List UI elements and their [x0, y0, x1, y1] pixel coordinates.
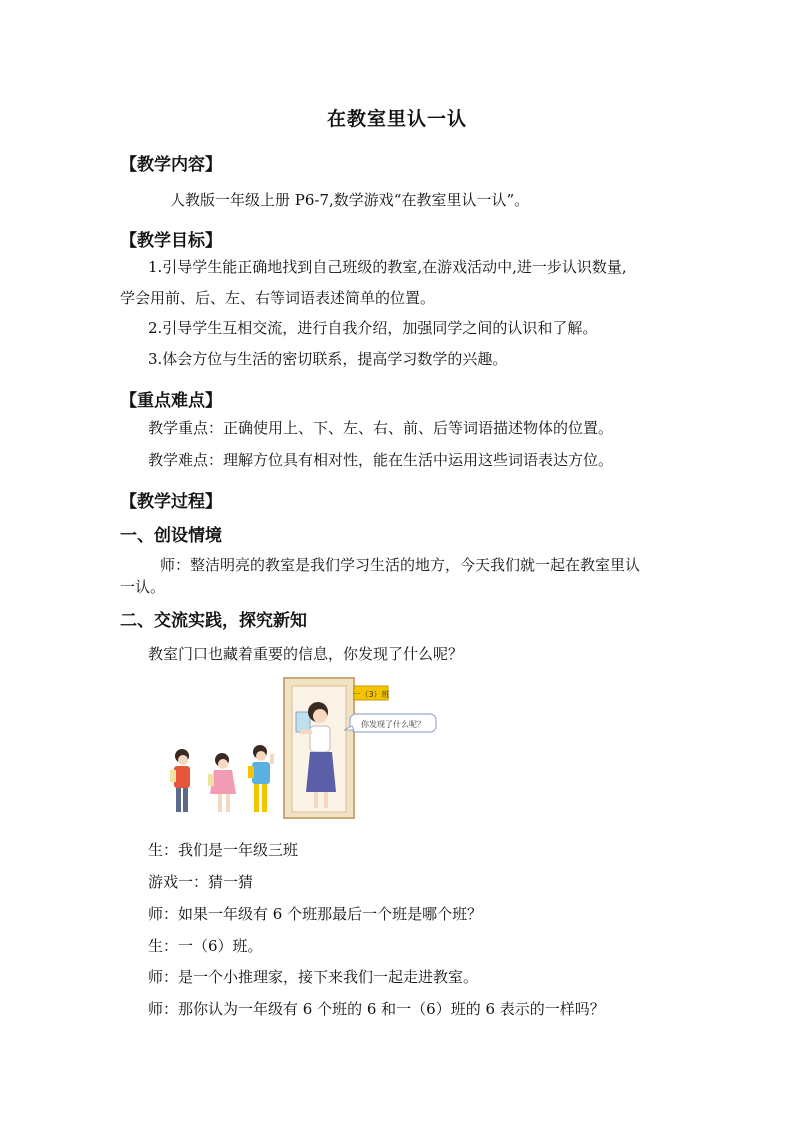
difficult-point-text: 教学难点：理解方位具有相对性，能在生活中运用这些词语表达方位。: [148, 451, 614, 469]
goal-3: 3.体会方位与生活的密切联系，提高学习数学的兴趣。: [148, 350, 508, 368]
heading-teaching-content: 【教学内容】: [120, 155, 222, 175]
goal-2: 2.引导学生互相交流，进行自我介绍，加强同学之间的认识和了解。: [148, 319, 598, 337]
part-2-heading: 二、交流实践，探究新知: [120, 611, 307, 631]
door-window: [296, 712, 310, 732]
door-sign-text: 一（3）班: [352, 690, 390, 699]
heading-teaching-goals: 【教学目标】: [120, 231, 222, 251]
student-figure-1: [170, 749, 190, 812]
heading-teaching-process: 【教学过程】: [120, 492, 222, 512]
dialogue-line-1: 生：我们是一年级三班: [148, 841, 299, 859]
part-1-line-1: 师：整洁明亮的教室是我们学习生活的地方，今天我们就一起在教室里认: [160, 556, 641, 574]
student-figure-2: [208, 753, 236, 812]
goal-1-line-1: 1.引导学生能正确地找到自己班级的教室,在游戏活动中,进一步认识数量,: [148, 258, 627, 276]
classroom-door-illustration: [160, 670, 450, 830]
document-title: 在教室里认一认: [326, 108, 467, 130]
part-2-intro: 教室门口也藏着重要的信息，你发现了什么呢？: [148, 645, 464, 663]
dialogue-line-4: 生：一（6）班。: [148, 937, 263, 955]
dialogue-line-5: 师：是一个小推理家，接下来我们一起走进教室。: [148, 968, 479, 986]
student-figure-3: [248, 745, 274, 812]
part-1-line-2: 一认。: [120, 578, 166, 596]
dialogue-line-2: 游戏一：猜一猜: [148, 873, 254, 891]
dialogue-line-3: 师：如果一年级有 6 个班那最后一个班是哪个班？: [148, 905, 483, 923]
goal-1-line-2: 学会用前、后、左、右等词语表述简单的位置。: [120, 289, 436, 307]
part-1-heading: 一、创设情境: [120, 526, 222, 546]
speech-bubble-text: 你发现了什么呢？: [361, 720, 425, 729]
key-point-text: 教学重点：正确使用上、下、左、右、前、后等词语描述物体的位置。: [148, 419, 614, 437]
heading-key-points: 【重点难点】: [120, 391, 222, 411]
dialogue-line-6: 师：那你认为一年级有 6 个班的 6 和一（6）班的 6 表示的一样吗？: [148, 1000, 605, 1018]
teaching-content-text: 人教版一年级上册 P6-7,数学游戏“在教室里认一认”。: [170, 191, 530, 209]
